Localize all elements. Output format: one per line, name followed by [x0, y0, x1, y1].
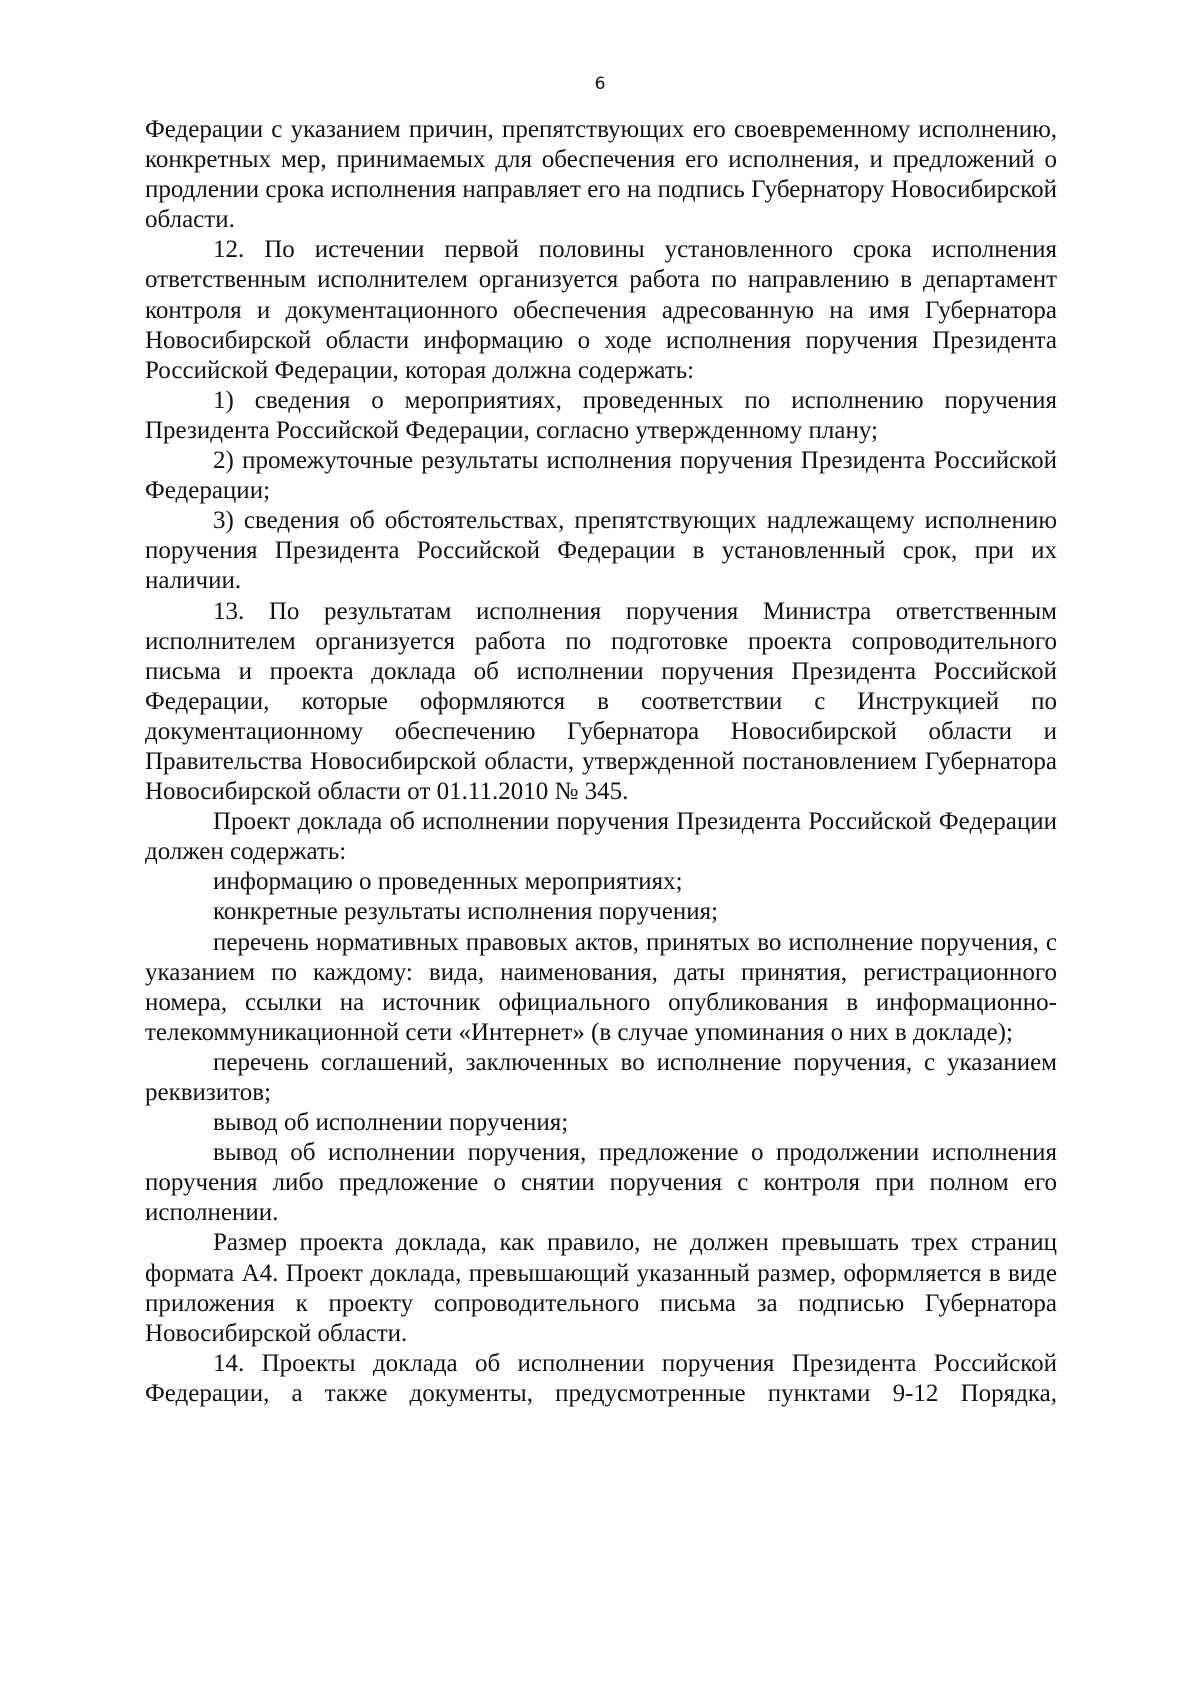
document-body — [145, 115, 1057, 1409]
paragraph-item-12: 12. По истечении первой половины установленного срока исполнения ответственным исполнителем организуется работа по направлению в департамент контроля и документационного обеспечения адресованную на имя Губернатора Новосибирской области информацию о ходе исполнения поручения Президента Российской Федерации, которая должна содержать: — [145, 236, 1057, 384]
page-number: 6 — [594, 74, 606, 94]
paragraph-continuation: Федерации с указанием причин, препятствующих его своевременному исполнению, конкретных мер, принимаемых для обеспечения его исполнения, и предложений о продлении срока исполнения направляет его на подпись Губернатору Новосибирской области. — [145, 116, 1057, 234]
paragraph-list-conclusion: вывод об исполнении поручения; — [213, 1109, 569, 1137]
paragraph-subitem-2: 2) промежуточные результаты исполнения поручения Президента Российской Федерации; — [145, 447, 1057, 505]
paragraph-list-proposal: вывод об исполнении поручения, предложение о продолжении исполнения поручения либо предложение о снятии поручения с контроля при полном его исполнении. — [145, 1139, 1057, 1227]
paragraph-item-14: 14. Проекты доклада об исполнении поручения Президента Российской Федерации, а также документы, предусмотренные пунктами 9-12 Порядка, — [145, 1349, 1057, 1407]
paragraph-subitem-1: 1) сведения о мероприятиях, проведенных по исполнению поручения Президента Российской Федерации, согласно утвержденному плану; — [145, 386, 1057, 444]
paragraph-list-events: информацию о проведенных мероприятиях; — [213, 868, 683, 896]
paragraph-list-acts: перечень нормативных правовых актов, принятых во исполнение поручения, с указанием по каждому: вида, наименования, даты принятия, регистрационного номера, ссылки на источник официального опубликования в информационно-телекоммуникационной сети «Интернет» (в случае упоминания о них в докладе); — [145, 928, 1057, 1046]
paragraph-report-size: Размер проекта доклада, как правило, не должен превышать трех страниц формата А4. Проект доклада, превышающий указанный размер, оформляется в виде приложения к проекту сопроводительного письма за подписью Губернатора Новосибирской области. — [145, 1229, 1057, 1347]
paragraph-list-results: конкретные результаты исполнения поручения; — [213, 898, 719, 926]
paragraph-list-agreements: перечень соглашений, заключенных во исполнение поручения, с указанием реквизитов; — [145, 1048, 1057, 1106]
paragraph-item-13: 13. По результатам исполнения поручения Министра ответственным исполнителем организуется работа по подготовке проекта сопроводительного письма и проекта доклада об исполнении поручения Президента Российской Федерации, которые оформляются в соответствии с Инструкцией по документационному обеспечению Губернатора Новосибирской области и Правительства Новосибирской области, утвержденной постановлением Губернатора Новосибирской области от 01.11.2010 № 345. — [145, 597, 1057, 806]
paragraph-report-contents: Проект доклада об исполнении поручения Президента Российской Федерации должен содержать: — [145, 808, 1057, 866]
paragraph-subitem-3: 3) сведения об обстоятельствах, препятствующих надлежащему исполнению поручения Президента Российской Федерации в установленный срок, при их наличии. — [145, 507, 1057, 595]
